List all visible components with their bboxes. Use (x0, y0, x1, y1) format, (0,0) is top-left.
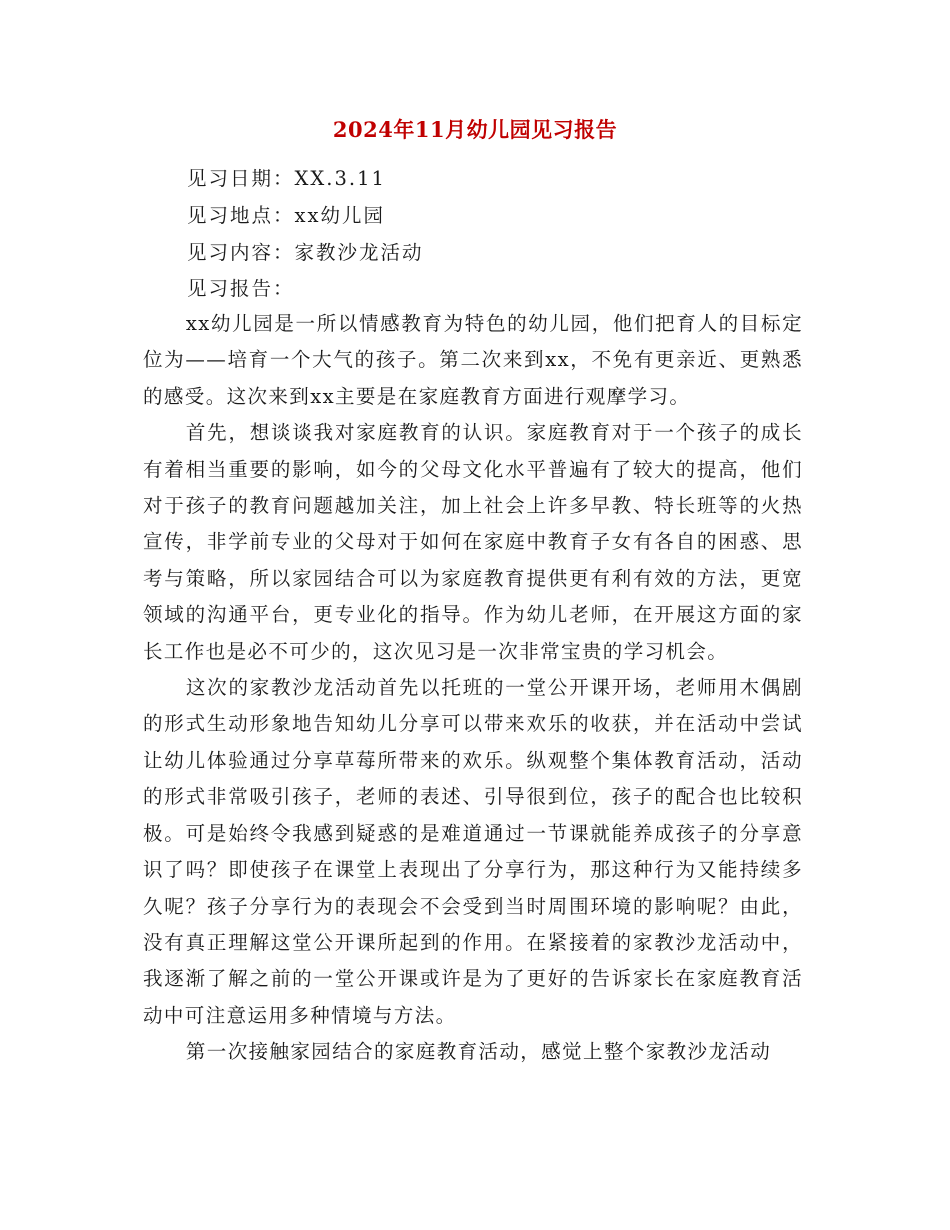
paragraph-first-contact: 第一次接触家园结合的家庭教育活动，感觉上整个家教沙龙活动 (185, 1040, 772, 1064)
paragraph-family-education: 首先，想谈谈我对家庭教育的认识。家庭教育对于一个孩子的成长有着相当重要的影响，如今的父母文化水平普遍有了较大的提高，他们对于孩子的教育问题越加关注，加上社会上许多早教、特长班等的火热宣传，非学前专业的父母对于如何在家庭中教育子女有各自的困惑、思考与策略，所以家园结合可以为家庭教育提供更有利有效的方法，更宽领域的沟通平台，更专业化的指导。作为幼儿老师，在开展这方面的家长工作也是必不可少的，这次见习是一次非常宝贵的学习机会。 (143, 421, 803, 663)
report-body (143, 306, 803, 1071)
document-title: 2024年11月幼儿园见习报告 (332, 117, 618, 142)
meta-date: 见习日期：XX.3.11 (187, 167, 386, 190)
meta-place: 见习地点：xx幼儿园 (187, 204, 385, 227)
paragraph-intro: xx幼儿园是一所以情感教育为特色的幼儿园，他们把育人的目标定位为——培育一个大气的孩子。第二次来到xx，不免有更亲近、更熟悉的感受。这次来到xx主要是在家庭教育方面进行观摩学习。 (143, 312, 803, 408)
paragraph-salon-activity: 这次的家教沙龙活动首先以托班的一堂公开课开场，老师用木偶剧的形式生动形象地告知幼儿分享可以带来欢乐的收获，并在活动中尝试让幼儿体验通过分享草莓所带来的欢乐。纵观整个集体教育活动，活动的形式非常吸引孩子，老师的表述、引导很到位，孩子的配合也比较积极。可是始终令我感到疑惑的是难道通过一节课就能养成孩子的分享意识了吗？即使孩子在课堂上表现出了分享行为，那这种行为又能持续多久呢？孩子分享行为的表现会不会受到当时周围环境的影响呢？由此，没有真正理解这堂公开课所起到的作用。在紧接着的家教沙龙活动中，我逐渐了解之前的一堂公开课或许是为了更好的告诉家长在家庭教育活动中可注意运用多种情境与方法。 (143, 676, 803, 1027)
meta-report-label: 见习报告： (187, 277, 295, 300)
meta-content: 见习内容：家教沙龙活动 (187, 241, 424, 264)
